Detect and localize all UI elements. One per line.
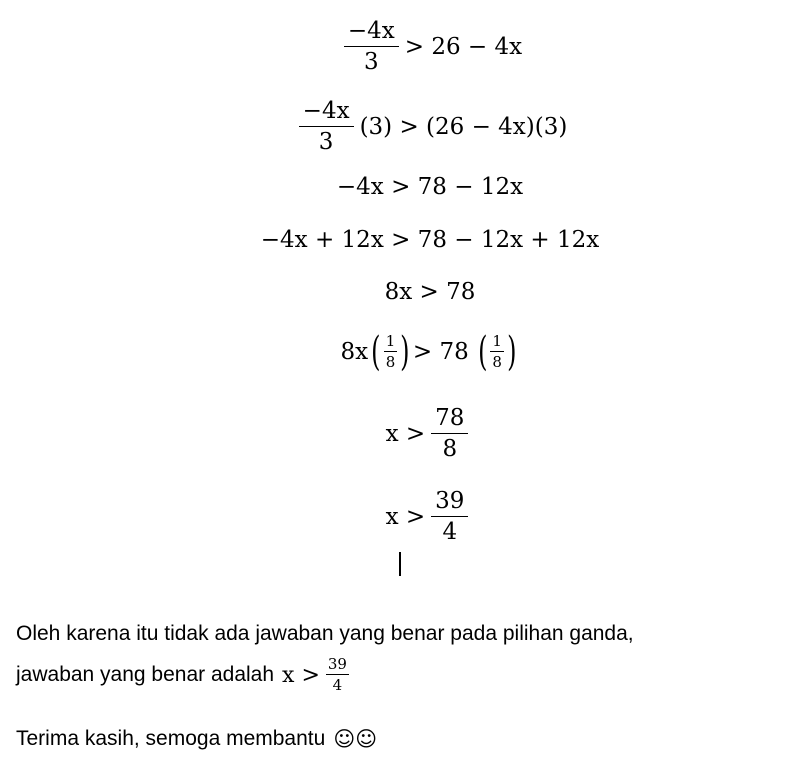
left-paren: ( — [371, 329, 381, 375]
conclusion-line-1: Oleh karena itu tidak ada jawaban yang benar pada pilihan ganda, — [16, 622, 634, 645]
equation-5 — [0, 279, 788, 305]
answer-fraction: $\frac{39}{4}$ — [327, 655, 347, 695]
equation-rest: (3) > (26 − 4x)(3) — [359, 113, 568, 140]
equation-7 — [0, 405, 788, 463]
equation-text: 8x — [340, 339, 369, 365]
closing-text: Terima kasih, semoga membantu — [16, 727, 326, 750]
equation-3 — [0, 174, 788, 200]
equation-text: x > — [385, 503, 426, 530]
equation-text: −4x > 78 − 12x — [336, 174, 524, 200]
text-cursor — [399, 552, 401, 576]
right-paren: ) — [400, 329, 410, 375]
equation-rest: > 26 − 4x — [404, 33, 523, 60]
equation-text: −4x + 12x > 78 − 12x + 12x — [260, 227, 600, 253]
fraction: $\frac{-4x}{3}$ — [299, 98, 354, 156]
closing-line — [16, 727, 377, 751]
equation-6 — [0, 329, 788, 375]
fraction: $\frac{1}{8}$ — [385, 331, 396, 371]
conclusion-text: jawaban yang benar adalah — [16, 663, 275, 687]
smiley-icon: ☺☺ — [333, 727, 378, 751]
fraction: $\frac{-4x}{3}$ — [344, 18, 399, 76]
equation-4 — [0, 227, 788, 253]
answer-lhs: x > — [282, 662, 320, 688]
right-paren: ) — [507, 329, 517, 375]
conclusion-line-2 — [16, 656, 355, 695]
equation-2 — [0, 98, 788, 156]
equation-text: 8x > 78 — [384, 279, 476, 305]
equation-1 — [0, 18, 788, 76]
equation-8 — [0, 488, 788, 546]
left-paren: ( — [477, 329, 488, 375]
fraction: $\frac{78}{8}$ — [431, 405, 468, 463]
fraction: $\frac{39}{4}$ — [431, 488, 468, 546]
equation-text: x > — [385, 420, 426, 447]
fraction: $\frac{1}{8}$ — [492, 331, 502, 371]
equation-text: > 78 — [412, 339, 469, 365]
